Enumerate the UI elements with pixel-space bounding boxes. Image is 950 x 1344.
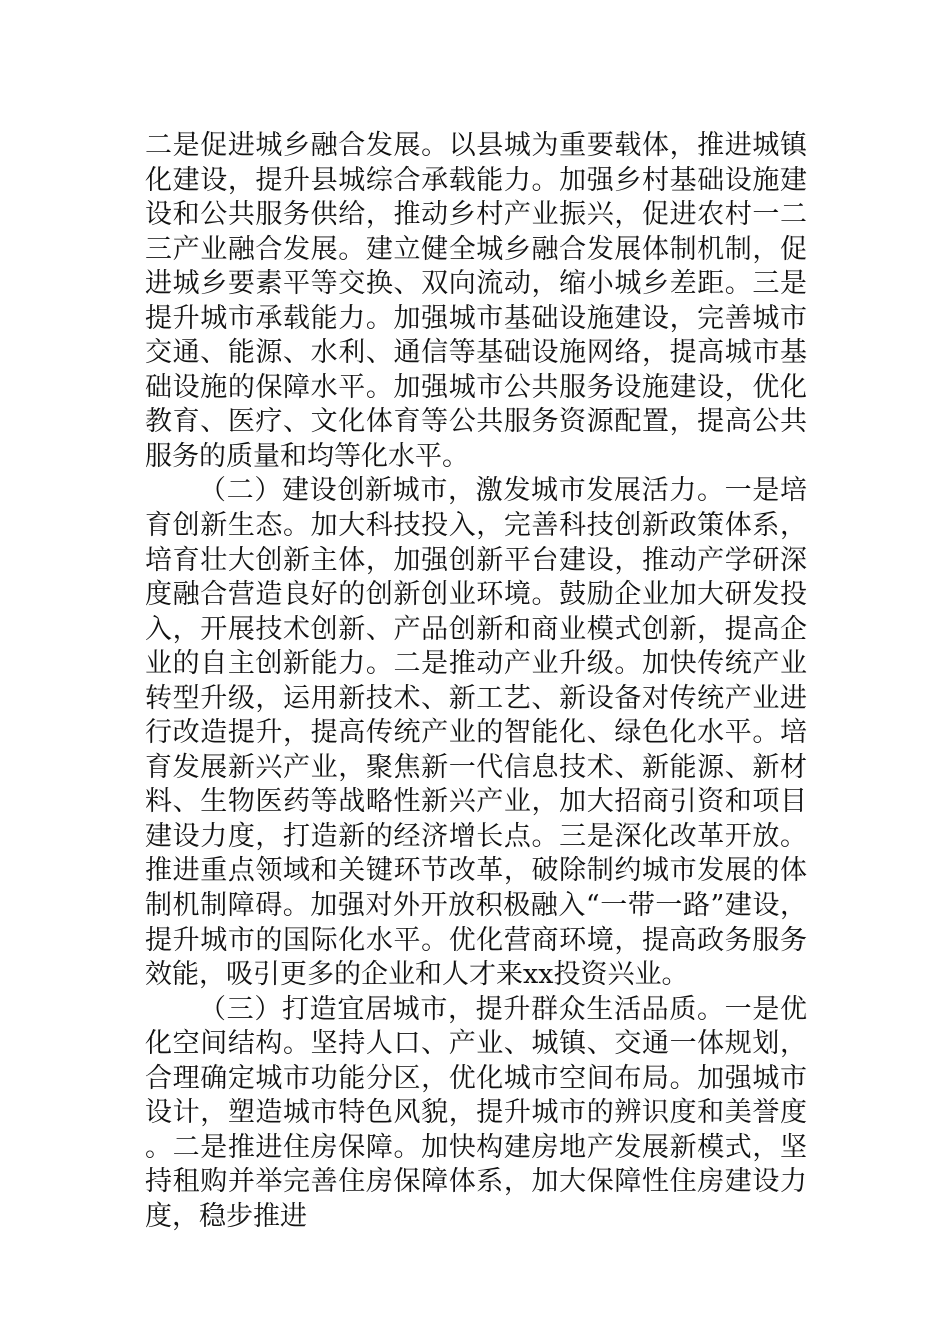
paragraph-urban-rural-integration: 二是促进城乡融合发展。以县城为重要载体，推进城镇化建设，提升县城综合承载能力。加强乡村基础设施建设和公共服务供给，推动乡村产业振兴，促进农村一二三产业融合发展。建立健全城乡融合发展体制机制，促进城乡要素平等交换、双向流动，缩小城乡差距。三是提升城市承载能力。加强城市基础设施建设，完善城市交通、能源、水利、通信等基础设施网络，提高城市基础设施的保障水平。加强城市公共服务设施建设，优化教育、医疗、文化体育等公共服务资源配置，提高公共服务的质量和均等化水平。 (145, 130, 807, 472)
paragraph-innovative-city: （二）建设创新城市，激发城市发展活力。一是培育创新生态。加大科技投入，完善科技创新政策体系，培育壮大创新主体，加强创新平台建设，推动产学研深度融合营造良好的创新创业环境。鼓励企业加大研发投入，开展技术创新、产品创新和商业模式创新，提高企业的自主创新能力。二是推动产业升级。加快传统产业转型升级，运用新技术、新工艺、新设备对传统产业进行改造提升，提高传统产业的智能化、绿色化水平。培育发展新兴产业，聚焦新一代信息技术、新能源、新材料、生物医药等战略性新兴产业，加大招商引资和项目建设力度，打造新的经济增长点。三是深化改革开放。推进重点领域和关键环节改革，破除制约城市发展的体制机制障碍。加强对外开放积极融入“一带一路”建设，提升城市的国际化水平。优化营商环境，提高政务服务效能，吸引更多的企业和人才来xx投资兴业。 (145, 475, 807, 991)
paragraph-livable-city: （三）打造宜居城市，提升群众生活品质。一是优化空间结构。坚持人口、产业、城镇、交通一体规划，合理确定城市功能分区，优化城市空间布局。加强城市设计，塑造城市特色风貌，提升城市的辨识度和美誉度。二是推进住房保障。加快构建房地产发展新模式，坚持租购并举完善住房保障体系，加大保障性住房建设力度，稳步推进 (145, 993, 807, 1232)
document-body (145, 129, 807, 1235)
